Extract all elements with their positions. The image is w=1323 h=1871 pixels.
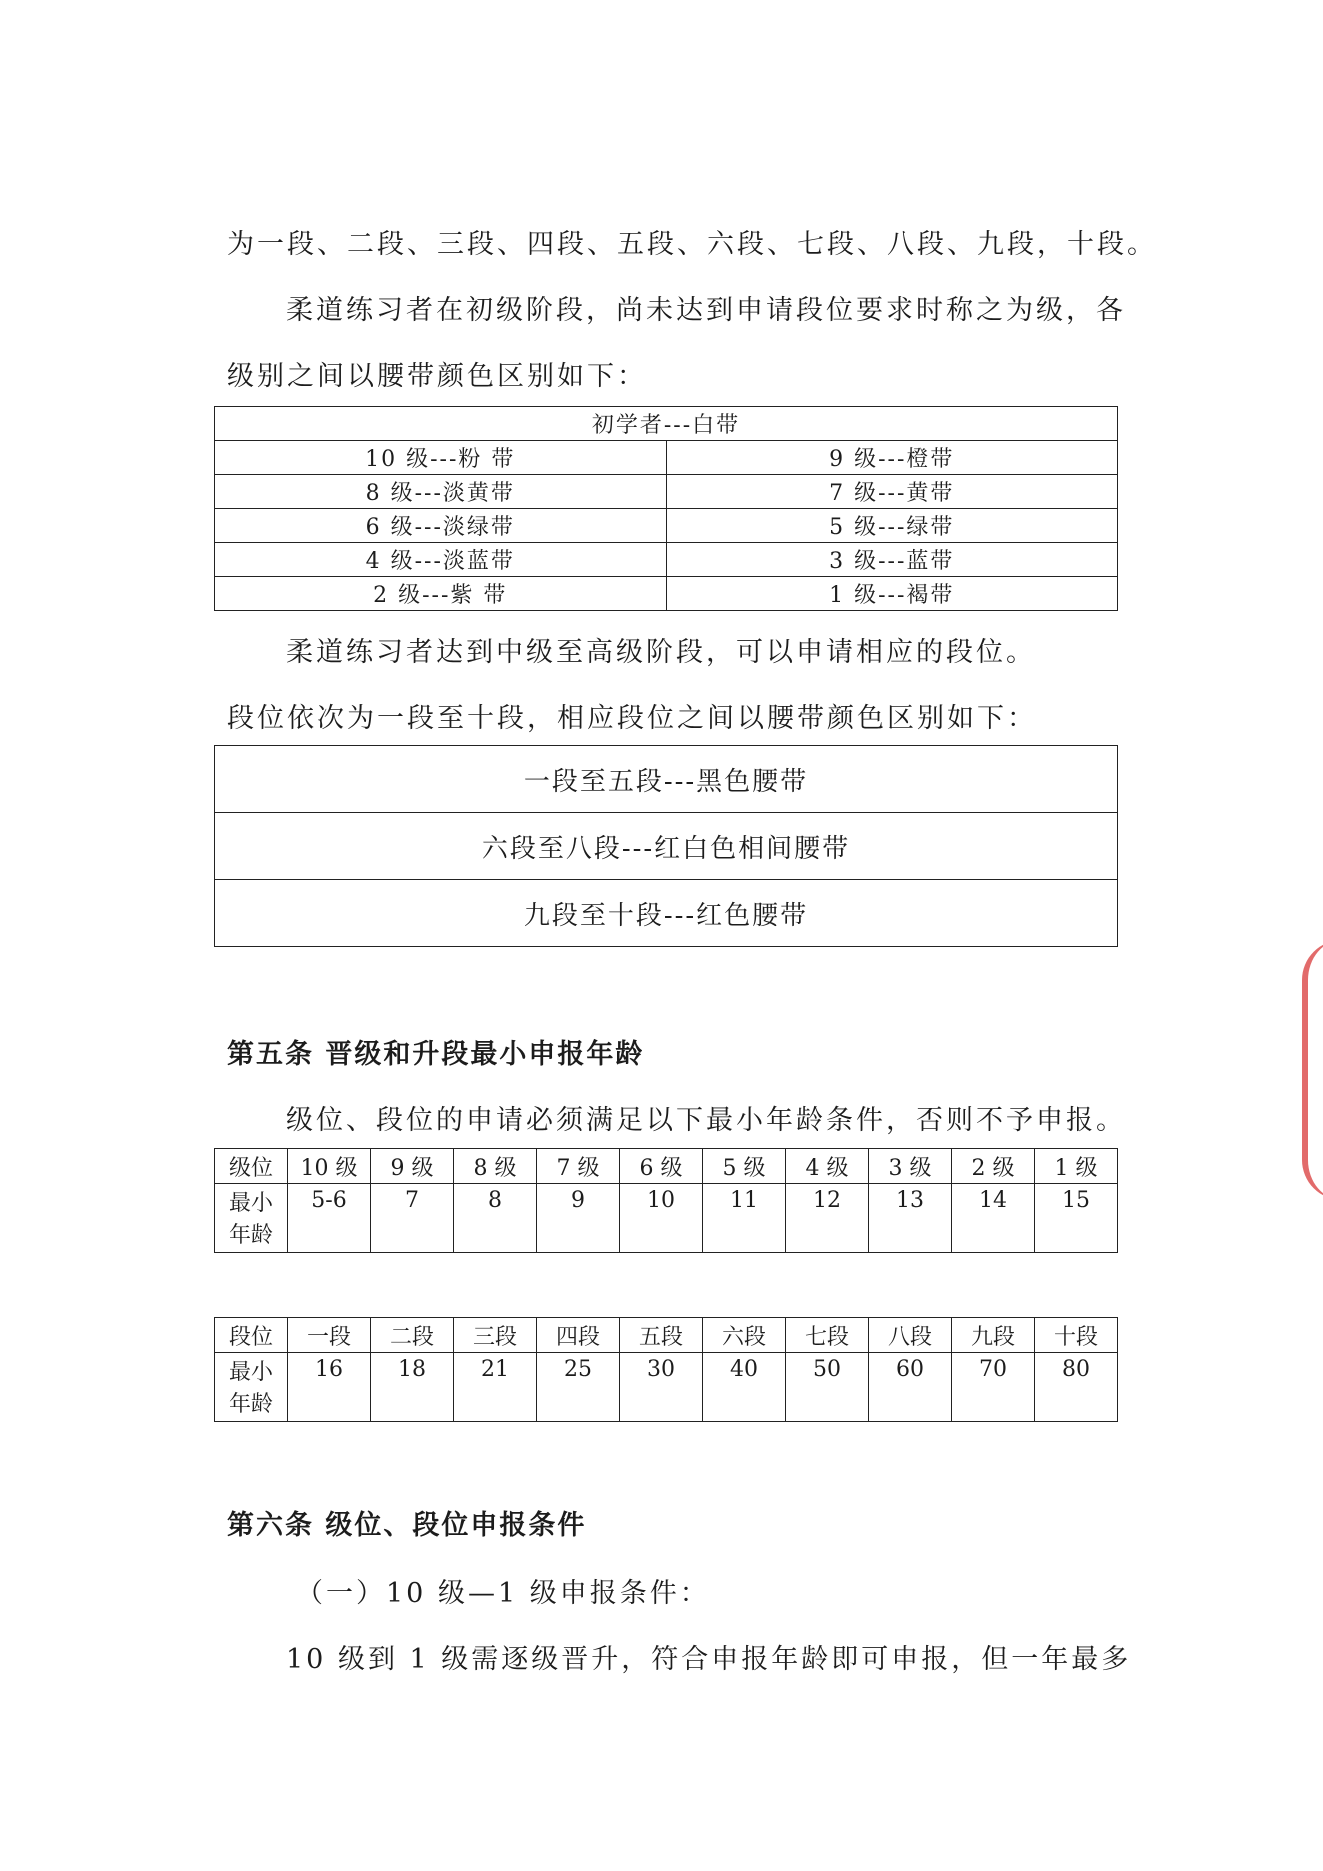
belt-cell: 7 级---黄带 — [666, 475, 1118, 509]
dan-belt-table — [214, 745, 1118, 947]
dan-age-cell: 18 — [371, 1353, 454, 1422]
kyu-age-cell: 5-6 — [288, 1184, 371, 1253]
kyu-age-cell: 10 — [620, 1184, 703, 1253]
dan-level-cell: 五段 — [620, 1318, 703, 1353]
table-row — [215, 441, 1118, 475]
kyu-age-cell: 7 — [371, 1184, 454, 1253]
table-row — [215, 746, 1118, 813]
dan-level-cell: 七段 — [786, 1318, 869, 1353]
kyu-age-cell: 14 — [952, 1184, 1035, 1253]
dan-header-label: 段位 — [215, 1318, 288, 1353]
kyu-level-cell: 9 级 — [371, 1149, 454, 1184]
kyu-age-cell: 12 — [786, 1184, 869, 1253]
dan-level-cell: 四段 — [537, 1318, 620, 1353]
dan-age-cell: 70 — [952, 1353, 1035, 1422]
kyu-value-label — [215, 1184, 288, 1253]
kyu-age-cell: 8 — [454, 1184, 537, 1253]
kyu-age-cell: 9 — [537, 1184, 620, 1253]
dan-level-cell: 三段 — [454, 1318, 537, 1353]
min-age-label: 最小年龄 — [228, 1360, 273, 1417]
red-seal-stamp — [1302, 940, 1323, 1200]
kyu-level-cell: 7 级 — [537, 1149, 620, 1184]
dan-value-label — [215, 1353, 288, 1422]
belt-cell: 4 级---淡蓝带 — [215, 543, 667, 577]
kyu-level-cell: 3 级 — [869, 1149, 952, 1184]
dan-age-cell: 60 — [869, 1353, 952, 1422]
belt-cell: 9 级---橙带 — [666, 441, 1118, 475]
paragraph-dan-intro-cont: 段位依次为一段至十段，相应段位之间以腰带颜色区别如下： — [227, 703, 1037, 734]
belt-cell: 10 级---粉 带 — [215, 441, 667, 475]
dan-belt-cell: 九段至十段---红色腰带 — [215, 880, 1118, 947]
table-row — [215, 1184, 1118, 1253]
dan-age-cell: 25 — [537, 1353, 620, 1422]
article-five-heading: 第五条 晋级和升段最小申报年龄 — [227, 1039, 645, 1070]
dan-age-cell: 50 — [786, 1353, 869, 1422]
dan-level-cell: 九段 — [952, 1318, 1035, 1353]
belt-table-header: 初学者---白带 — [215, 407, 1118, 441]
belt-cell: 2 级---紫 带 — [215, 577, 667, 611]
belt-cell: 1 级---褐带 — [666, 577, 1118, 611]
dan-age-cell: 21 — [454, 1353, 537, 1422]
paragraph-age-requirement: 级位、段位的申请必须满足以下最小年龄条件，否则不予申报。 — [286, 1105, 1126, 1136]
dan-age-cell: 40 — [703, 1353, 786, 1422]
min-age-label: 最小年龄 — [228, 1191, 273, 1248]
belt-cell: 3 级---蓝带 — [666, 543, 1118, 577]
kyu-level-cell: 10 级 — [288, 1149, 371, 1184]
dan-belt-cell: 六段至八段---红白色相间腰带 — [215, 813, 1118, 880]
belt-cell: 5 级---绿带 — [666, 509, 1118, 543]
table-row — [215, 1318, 1118, 1353]
paragraph-kyu-conditions: 10 级到 1 级需逐级晋升，符合申报年龄即可申报，但一年最多 — [286, 1644, 1132, 1675]
kyu-level-cell: 1 级 — [1035, 1149, 1118, 1184]
table-row — [215, 1353, 1118, 1422]
table-row — [215, 813, 1118, 880]
paragraph-dan-list: 为一段、二段、三段、四段、五段、六段、七段、八段、九段，十段。 — [227, 229, 1157, 260]
table-row — [215, 543, 1118, 577]
kyu-age-cell: 15 — [1035, 1184, 1118, 1253]
kyu-level-cell: 6 级 — [620, 1149, 703, 1184]
paragraph-kyu-intro: 柔道练习者在初级阶段，尚未达到申请段位要求时称之为级，各 — [286, 295, 1126, 326]
kyu-level-cell: 8 级 — [454, 1149, 537, 1184]
table-row — [215, 880, 1118, 947]
paragraph-kyu-conditions-title: （一）10 级—1 级申报条件： — [296, 1578, 710, 1609]
belt-cell: 6 级---淡绿带 — [215, 509, 667, 543]
dan-age-cell: 80 — [1035, 1353, 1118, 1422]
kyu-age-cell: 11 — [703, 1184, 786, 1253]
kyu-level-cell: 5 级 — [703, 1149, 786, 1184]
dan-level-cell: 十段 — [1035, 1318, 1118, 1353]
dan-level-cell: 二段 — [371, 1318, 454, 1353]
kyu-level-cell: 2 级 — [952, 1149, 1035, 1184]
dan-age-cell: 16 — [288, 1353, 371, 1422]
table-row — [215, 509, 1118, 543]
dan-level-cell: 一段 — [288, 1318, 371, 1353]
table-row — [215, 1149, 1118, 1184]
table-row — [215, 475, 1118, 509]
dan-level-cell: 六段 — [703, 1318, 786, 1353]
belt-cell: 8 级---淡黄带 — [215, 475, 667, 509]
dan-age-cell: 30 — [620, 1353, 703, 1422]
dan-age-table — [214, 1317, 1118, 1422]
dan-level-cell: 八段 — [869, 1318, 952, 1353]
kyu-level-cell: 4 级 — [786, 1149, 869, 1184]
kyu-age-table — [214, 1148, 1118, 1253]
kyu-belt-table — [214, 406, 1118, 611]
kyu-header-label: 级位 — [215, 1149, 288, 1184]
paragraph-dan-intro: 柔道练习者达到中级至高级阶段，可以申请相应的段位。 — [286, 637, 1036, 668]
paragraph-kyu-intro-cont: 级别之间以腰带颜色区别如下： — [227, 361, 647, 392]
dan-belt-cell: 一段至五段---黑色腰带 — [215, 746, 1118, 813]
table-row — [215, 577, 1118, 611]
kyu-age-cell: 13 — [869, 1184, 952, 1253]
article-six-heading: 第六条 级位、段位申报条件 — [227, 1510, 587, 1541]
